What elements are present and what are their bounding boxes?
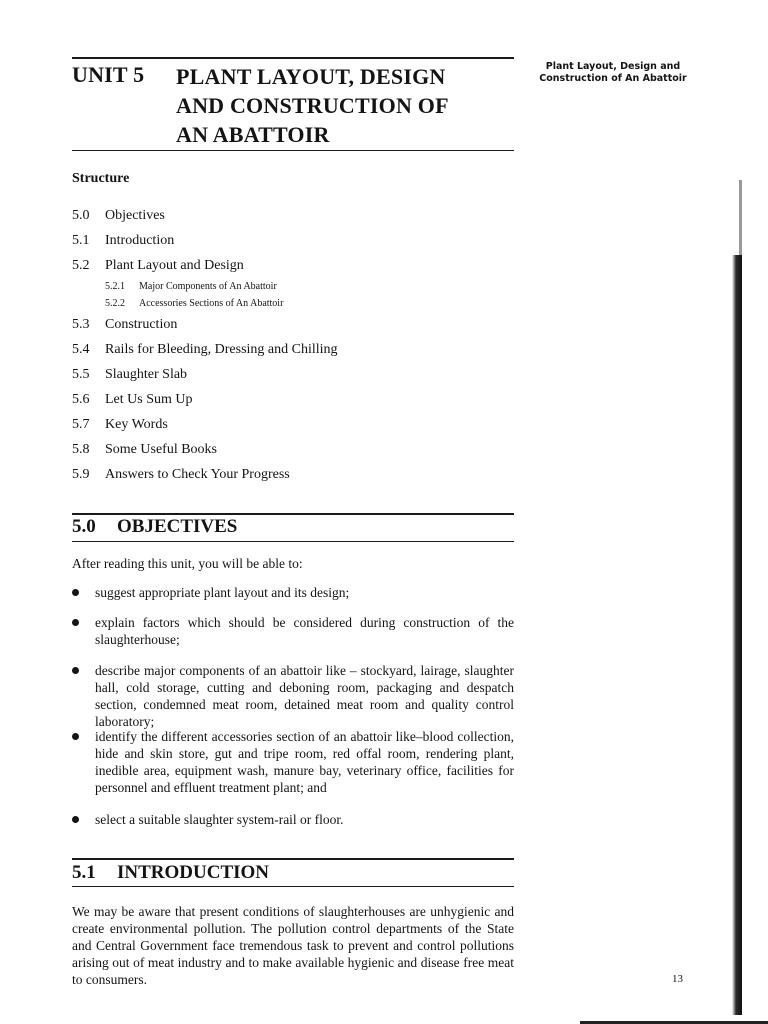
running-head <box>538 61 688 85</box>
list-item-text: explain factors which should be considered during construction of the slaughterhouse; <box>95 615 514 647</box>
list-item-text: suggest appropriate plant layout and its design; <box>95 585 350 600</box>
toc-item <box>72 387 512 412</box>
bullet-icon <box>72 589 79 596</box>
list-item <box>72 614 514 648</box>
objectives-top-rule <box>72 513 514 515</box>
toc-number: 5.0 <box>72 208 90 223</box>
toc-subitem <box>72 295 512 312</box>
list-item <box>72 728 514 796</box>
section-number: 5.0 <box>72 516 96 537</box>
toc-label: Accessories Sections of An Abattoir <box>139 298 284 309</box>
section-title: OBJECTIVES <box>117 516 238 537</box>
list-item <box>72 662 514 730</box>
toc-number: 5.3 <box>72 317 90 332</box>
toc-label: Some Useful Books <box>105 442 217 457</box>
page-number: 13 <box>672 973 683 985</box>
toc-label: Answers to Check Your Progress <box>105 467 290 482</box>
bullet-icon <box>72 816 79 823</box>
toc-label: Rails for Bleeding, Dressing and Chilling <box>105 342 338 357</box>
toc-item <box>72 362 512 387</box>
toc-number: 5.1 <box>72 233 90 248</box>
structure-title: Structure <box>72 171 130 186</box>
toc-label: Major Components of An Abattoir <box>139 281 277 292</box>
unit-title-line: AN ABATTOIR <box>176 122 330 147</box>
toc-label: Plant Layout and Design <box>105 258 244 273</box>
toc-label: Construction <box>105 317 178 332</box>
list-item-text: select a suitable slaughter system-rail or floor. <box>95 812 344 827</box>
bullet-icon <box>72 619 79 626</box>
unit-title-line: AND CONSTRUCTION OF <box>176 93 449 118</box>
section-title: INTRODUCTION <box>117 862 270 883</box>
table-of-contents <box>72 203 512 487</box>
unit-label: UNIT 5 <box>72 62 145 87</box>
toc-number: 5.2 <box>72 258 90 273</box>
list-item <box>72 584 514 601</box>
list-item-text: describe major components of an abattoir like – stockyard, lairage, slaughter hall, cold storage, cutting and deboning room, packaging and despatch section, condemned meat room, detained meat room and quality control laboratory; <box>95 663 514 729</box>
toc-number: 5.8 <box>72 442 90 457</box>
toc-number: 5.5 <box>72 367 90 382</box>
toc-number: 5.7 <box>72 417 90 432</box>
list-item-text: identify the different accessories section of an abattoir like–blood collection, hide and skin store, gut and tripe room, red offal room, rendering plant, inedible area, equipment wash, manure bay, veterinary office, facilities for personnel and effluent treatment plant; and <box>95 729 514 795</box>
bullet-icon <box>72 667 79 674</box>
running-head-line: Plant Layout, Design and <box>545 61 681 72</box>
toc-item <box>72 462 512 487</box>
objectives-intro: After reading this unit, you will be able to: <box>72 556 303 571</box>
toc-number: 5.2.1 <box>105 281 125 292</box>
objectives-heading <box>72 516 237 538</box>
introduction-paragraph: We may be aware that present conditions of slaughterhouses are unhygienic and create environmental pollution. The pollution control departments of the State and Central Government face tremendous task to prevent and control pollutions arising out of meat industry and to make available hygienic and disease free meat to consumers. <box>72 904 514 987</box>
toc-label: Slaughter Slab <box>105 367 188 382</box>
list-item <box>72 811 514 828</box>
toc-number: 5.9 <box>72 467 90 482</box>
introduction-heading <box>72 862 269 884</box>
toc-item <box>72 228 512 253</box>
toc-number: 5.2.2 <box>105 298 125 309</box>
toc-item <box>72 337 512 362</box>
toc-label: Let Us Sum Up <box>105 392 193 407</box>
toc-item <box>72 253 512 278</box>
header-top-rule <box>72 57 514 59</box>
toc-number: 5.4 <box>72 342 90 357</box>
toc-item <box>72 437 512 462</box>
toc-label: Key Words <box>105 417 168 432</box>
objectives-bottom-rule <box>72 541 514 542</box>
toc-item <box>72 203 512 228</box>
unit-title <box>176 62 449 149</box>
introduction-bottom-rule <box>72 886 514 887</box>
toc-item <box>72 412 512 437</box>
running-head-line: Construction of An Abattoir <box>539 73 687 84</box>
toc-item <box>72 312 512 337</box>
toc-label: Objectives <box>105 208 165 223</box>
section-number: 5.1 <box>72 862 96 883</box>
header-bottom-rule <box>72 150 514 151</box>
bullet-icon <box>72 733 79 740</box>
unit-title-line: PLANT LAYOUT, DESIGN <box>176 64 446 89</box>
toc-label: Introduction <box>105 233 175 248</box>
toc-subitem <box>72 278 512 295</box>
toc-number: 5.6 <box>72 392 90 407</box>
scan-edge-shadow <box>732 255 742 1015</box>
scan-edge-shadow <box>739 180 742 260</box>
introduction-top-rule <box>72 858 514 860</box>
